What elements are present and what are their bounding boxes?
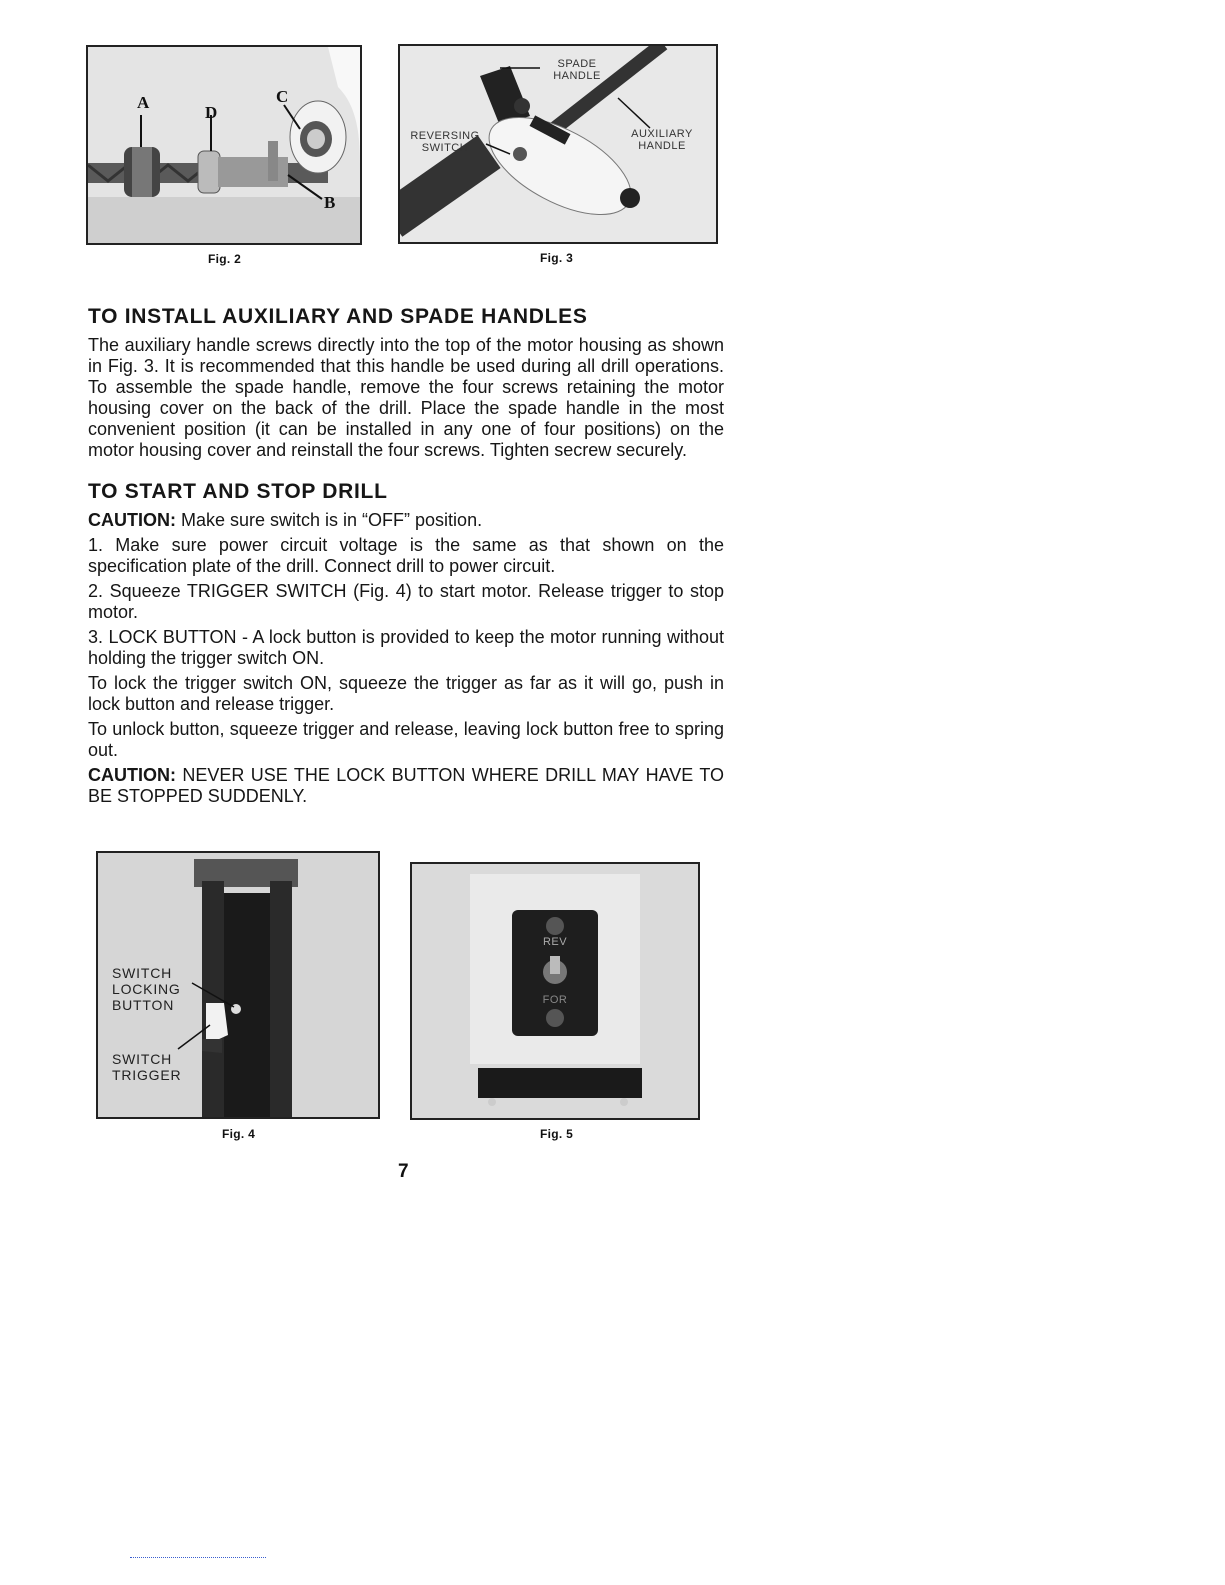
fig5-label-for: FOR: [542, 994, 568, 1006]
step-2: 2. Squeeze TRIGGER SWITCH (Fig. 4) to start motor. Release trigger to stop motor.: [88, 581, 724, 622]
fig3-label-auxiliary-handle: AUXILIARY HANDLE: [631, 128, 693, 152]
instructions-text: [88, 306, 724, 807]
page-number: 7: [398, 1161, 409, 1182]
fig5-caption: Fig. 5: [540, 1127, 574, 1141]
section-heading-start-stop: TO START AND STOP DRILL: [88, 480, 388, 503]
fig2-label-b: B: [324, 193, 336, 212]
step-3: 3. LOCK BUTTON - A lock button is provided to keep the motor running without holding the trigger switch ON.: [88, 627, 724, 668]
fig4-label-switch-trigger: SWITCH TRIGGER: [112, 1051, 182, 1083]
section-heading-install-handles: TO INSTALL AUXILIARY AND SPADE HANDLES: [88, 305, 588, 328]
reversing-switch-illustration: [412, 864, 698, 1118]
caution-label: CAUTION:: [88, 765, 176, 785]
figure-5-photo: [410, 862, 700, 1120]
fig2-label-c: C: [276, 87, 289, 106]
figure-3-photo: [398, 44, 718, 244]
step-1: 1. Make sure power circuit voltage is the same as that shown on the specification plate of the drill. Connect drill to power circuit.: [88, 535, 724, 576]
drill-bit-collar-illustration: [88, 47, 360, 243]
caution-lock-button: [88, 765, 724, 807]
fig4-caption: Fig. 4: [222, 1127, 256, 1141]
fig3-caption: Fig. 3: [540, 251, 574, 265]
caution-off-position: [88, 510, 724, 531]
figure-4-photo: [96, 851, 380, 1119]
caution-text: Make sure switch is in “OFF” position.: [176, 510, 483, 530]
fig2-label-a: A: [137, 93, 150, 112]
fig2-caption: Fig. 2: [208, 252, 242, 266]
lock-instructions: To lock the trigger switch ON, squeeze the trigger as far as it will go, push in lock button and release trigger.: [88, 673, 724, 714]
figure-2-photo: [86, 45, 362, 245]
install-handles-paragraph: The auxiliary handle screws directly into the top of the motor housing as shown in Fig. 3. It is recommended that this handle be used during all drill operations. To assemble the spade handle, remove the four screws retaining the motor housing cover on the back of the drill. Place the spade handle in the most convenient position (it can be installed in any one of four positions) on the motor housing cover and reinstall the four screws. Tighten secrew securely.: [88, 335, 724, 460]
unlock-instructions: To unlock button, squeeze trigger and release, leaving lock button free to spring out.: [88, 719, 724, 760]
fig5-label-rev: REV: [542, 936, 568, 948]
caution-label: CAUTION:: [88, 510, 176, 530]
fig2-label-d: D: [205, 103, 218, 122]
fig3-label-spade-handle: SPADE HANDLE: [553, 58, 601, 82]
start-stop-section: [88, 481, 724, 807]
caution-text: NEVER USE THE LOCK BUTTON WHERE DRILL MAY HAVE TO BE STOPPED SUDDENLY.: [88, 765, 724, 806]
scan-artifact-line: [130, 1557, 266, 1558]
fig3-label-reversing-switch: REVERSING SWITCH: [410, 130, 480, 154]
fig4-label-switch-locking-button: SWITCH LOCKING BUTTON: [112, 965, 181, 1013]
